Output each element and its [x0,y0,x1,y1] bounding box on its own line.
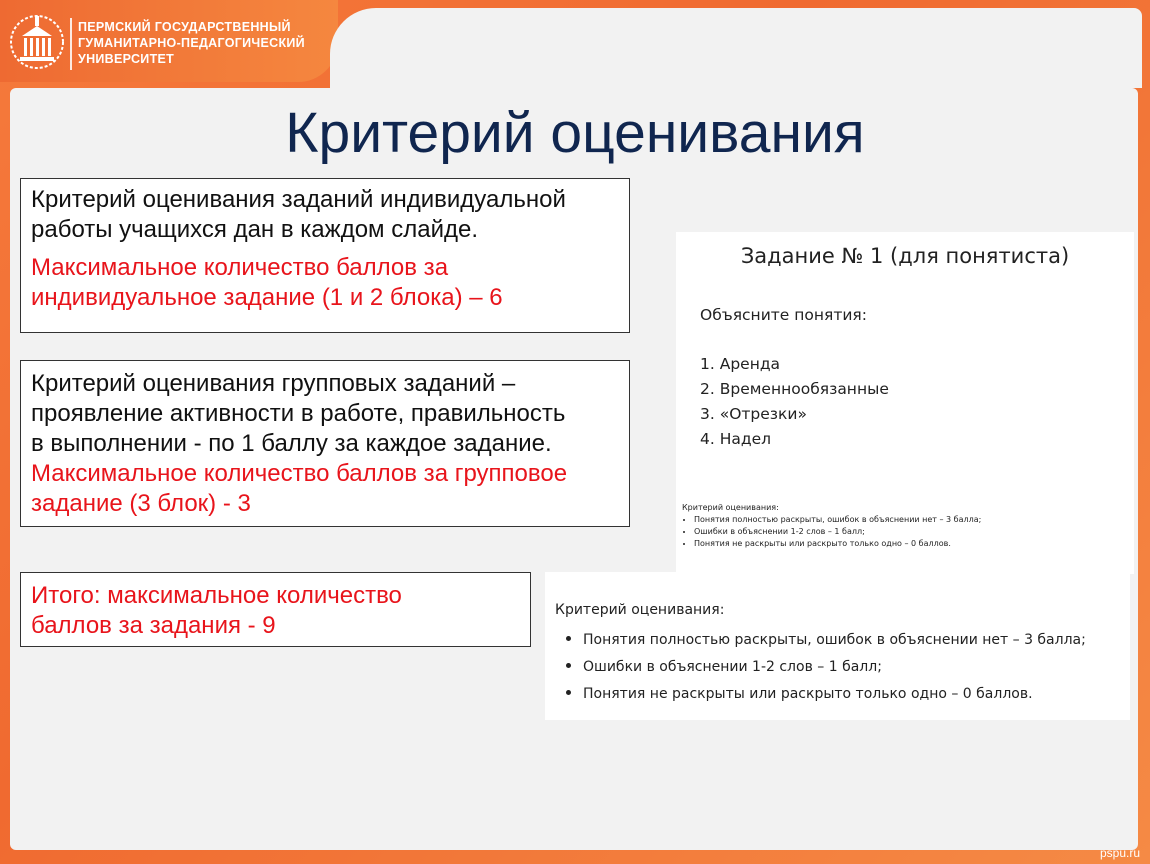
list-item: • Понятия не раскрыты или раскрыто только одно – 0 баллов. [583,680,1086,707]
box-text: Критерий оценивания групповых заданий – [31,370,516,397]
slide-top-bar [330,8,1142,88]
list-item: 2. Временнообязанные [700,380,889,398]
box-highlight-text: задание (3 блок) - 3 [31,490,251,517]
list-item: • Понятия не раскрыты или раскрыто только одно – 0 баллов. [694,538,981,550]
total-score-box [20,572,531,647]
list-item: 1. Аренда [700,355,781,373]
small-criteria [682,502,981,550]
list-item: • Понятия полностью раскрыты, ошибок в объяснении нет – 3 балла; [694,514,981,526]
logo-divider [70,18,72,70]
individual-criteria-box [20,178,630,333]
footer-url: pspu.ru [1099,846,1140,860]
box-highlight-text: баллов за задания - 9 [31,612,276,639]
university-name-line: ГУМАНИТАРНО-ПЕДАГОГИЧЕСКИЙ [78,36,305,50]
task-list [700,352,889,452]
list-item: • Ошибки в объяснении 1-2 слов – 1 балл; [583,653,1086,680]
box-text: в выполнении - по 1 баллу за каждое задание. [31,430,552,457]
slide-title: Критерий оценивания [285,101,865,165]
list-item: 4. Надел [700,430,772,448]
list-item: • Понятия полностью раскрыты, ошибок в объяснении нет – 3 балла; [583,626,1086,653]
university-logo-icon [8,12,66,74]
list-item: • Ошибки в объяснении 1-2 слов – 1 балл; [694,526,981,538]
task-title: Задание № 1 (для понятиста) [740,244,1070,268]
task-image-panel [676,232,1134,574]
box-highlight-text: Максимальное количество баллов за групповое [31,460,568,487]
list-item: 3. «Отрезки» [700,405,807,423]
university-name-line: ПЕРМСКИЙ ГОСУДАРСТВЕННЫЙ [78,20,291,34]
group-criteria-box [20,360,630,527]
university-name-line: УНИВЕРСИТЕТ [78,52,175,66]
box-highlight-text: индивидуальное задание (1 и 2 блока) – 6 [31,284,503,311]
box-highlight-text: Итого: максимальное количество [31,582,402,609]
box-highlight-text: Максимальное количество баллов за [31,254,449,281]
small-criteria-heading: Критерий оценивания: [682,503,779,512]
box-text: Критерий оценивания заданий индивидуальной [31,186,566,213]
box-text: проявление активности в работе, правильность [31,400,566,427]
university-name [78,19,305,67]
box-text: работы учащихся дан в каждом слайде. [31,216,478,243]
criteria-heading: Критерий оценивания: [555,602,725,618]
task-prompt: Объясните понятия: [700,306,867,324]
criteria-image-panel [545,572,1130,720]
criteria-list [555,626,1086,707]
